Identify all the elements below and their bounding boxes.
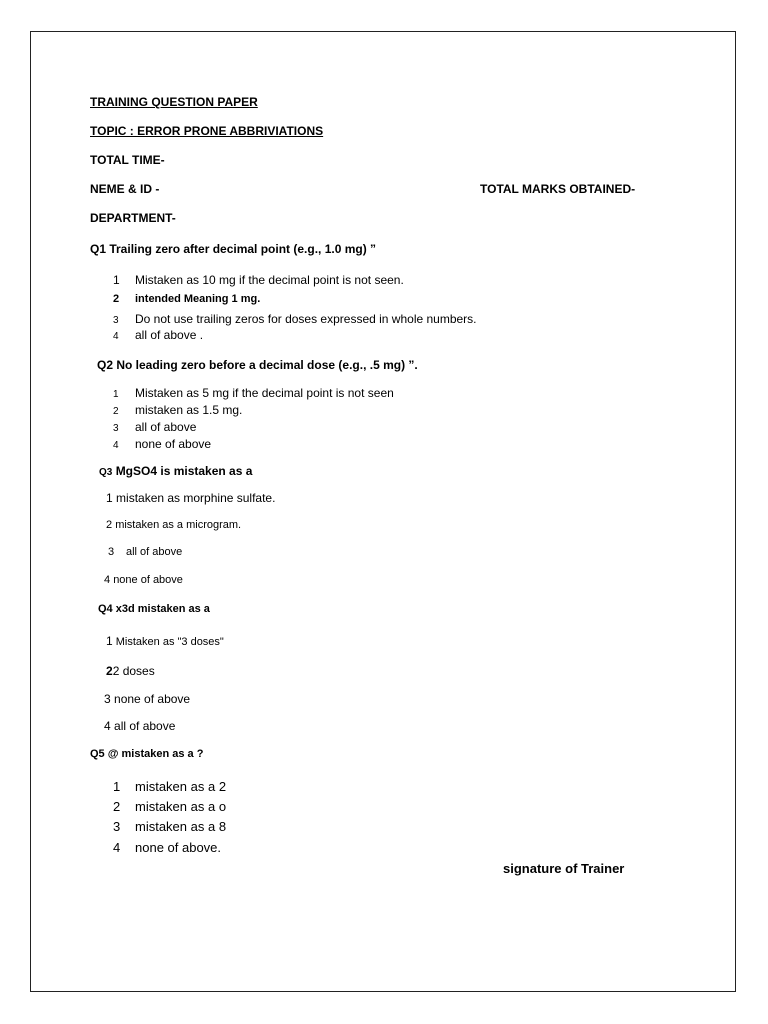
question-3-text: MgSO4 is mistaken as a xyxy=(115,464,253,478)
option-text: 2 doses xyxy=(112,664,155,678)
total-time-label: TOTAL TIME- xyxy=(90,153,165,167)
total-marks-label: TOTAL MARKS OBTAINED- xyxy=(480,182,636,196)
option-text: none of above. xyxy=(135,840,222,855)
question-2-heading: Q2 No leading zero before a decimal dose (e.g., .5 mg) ”. xyxy=(97,358,418,372)
question-4-heading: Q4 x3d mistaken as a xyxy=(98,603,210,615)
question-3-heading xyxy=(99,465,252,478)
q2-option-1 xyxy=(113,387,394,400)
q4-option-3 xyxy=(104,693,190,705)
option-text: none of above xyxy=(113,574,183,586)
option-number: 2 xyxy=(113,406,119,417)
option-number: 1 xyxy=(106,491,113,505)
q1-option-2 xyxy=(113,294,260,305)
department-label: DEPARTMENT- xyxy=(90,211,176,225)
option-number: 2 xyxy=(106,519,113,531)
q5-option-4 xyxy=(113,841,221,854)
option-text: mistaken as a o xyxy=(135,799,227,814)
option-number: 2 xyxy=(113,799,121,814)
q3-option-3 xyxy=(108,547,182,558)
option-text: Mistaken as 5 mg if the decimal point is not seen xyxy=(135,386,394,400)
option-number: 3 xyxy=(104,692,111,706)
option-number: 4 xyxy=(104,574,111,586)
option-number: 4 xyxy=(113,440,119,451)
q5-option-3 xyxy=(113,820,226,833)
trainer-signature-label: signature of Trainer xyxy=(503,861,625,876)
q2-option-4 xyxy=(113,438,211,451)
option-text: mistaken as a microgram. xyxy=(115,519,242,531)
q5-option-1 xyxy=(113,780,226,793)
option-number: 3 xyxy=(108,546,115,558)
option-text: all of above xyxy=(114,719,176,733)
q4-option-1 xyxy=(106,635,224,648)
paper-title: TRAINING QUESTION PAPER xyxy=(90,95,258,109)
option-text: all of above xyxy=(135,420,197,434)
q5-option-2 xyxy=(113,800,226,813)
q1-option-3 xyxy=(113,313,477,326)
question-5-heading: Q5 @ mistaken as a ? xyxy=(90,748,204,760)
option-text: none of above xyxy=(135,437,212,451)
option-text: Mistaken as 10 mg if the decimal point is not seen. xyxy=(135,273,404,287)
option-number: 2 xyxy=(113,293,120,305)
q3-option-1 xyxy=(106,492,275,504)
paper-topic: TOPIC : ERROR PRONE ABBRIVIATIONS xyxy=(90,124,324,138)
option-number: 1 xyxy=(113,389,119,400)
option-text: mistaken as a 2 xyxy=(135,779,227,794)
q2-option-2 xyxy=(113,404,242,417)
option-text: Do not use trailing zeros for doses expressed in whole numbers. xyxy=(135,312,477,326)
option-text: mistaken as 1.5 mg. xyxy=(135,403,243,417)
option-number: 4 xyxy=(113,840,121,855)
q3-option-2 xyxy=(106,520,241,531)
option-text: mistaken as a 8 xyxy=(135,819,227,834)
option-number: 4 xyxy=(113,331,119,342)
option-text: mistaken as morphine sulfate. xyxy=(116,491,276,505)
option-number: 2 xyxy=(106,664,113,678)
option-number: 1 xyxy=(113,273,120,287)
q4-option-4 xyxy=(104,720,175,732)
question-3-prefix: Q3 xyxy=(99,467,113,478)
option-text: all of above xyxy=(126,546,183,558)
option-text: Mistaken as "3 doses" xyxy=(115,636,224,648)
option-text: none of above xyxy=(114,692,191,706)
q3-option-4 xyxy=(104,575,183,586)
name-id-label: NEME & ID - xyxy=(90,182,160,196)
option-text: all of above . xyxy=(135,328,204,342)
option-number: 3 xyxy=(113,423,119,434)
option-number: 1 xyxy=(106,634,113,648)
option-number: 4 xyxy=(104,719,111,733)
option-number: 1 xyxy=(113,779,121,794)
q4-option-2 xyxy=(106,665,155,677)
q2-option-3 xyxy=(113,421,196,434)
option-number: 3 xyxy=(113,315,119,326)
q1-option-4 xyxy=(113,329,203,342)
q1-option-1 xyxy=(113,274,404,286)
option-number: 3 xyxy=(113,819,121,834)
option-text: intended Meaning 1 mg. xyxy=(135,293,261,305)
question-1-heading: Q1 Trailing zero after decimal point (e.g., 1.0 mg) ” xyxy=(90,242,377,256)
